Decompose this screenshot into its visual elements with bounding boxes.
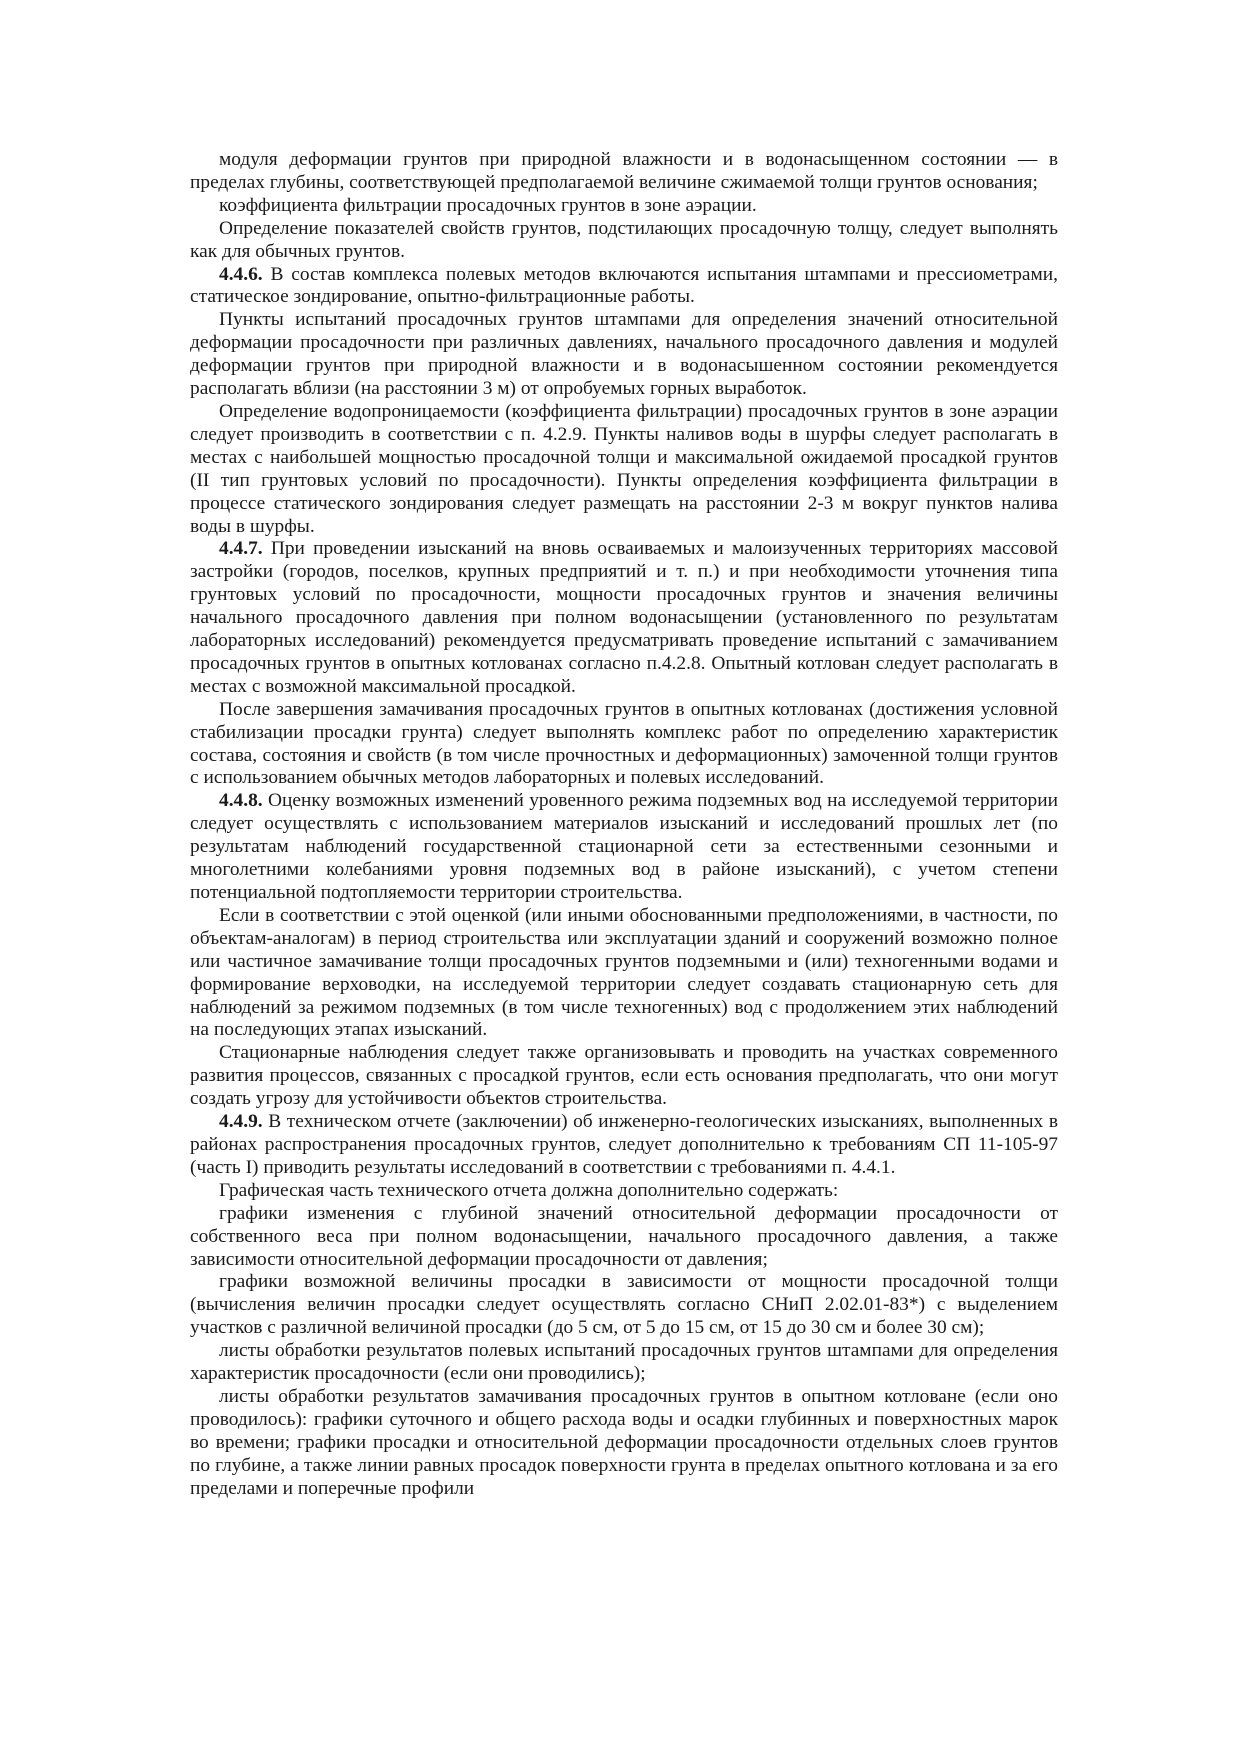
paragraph-10 [190, 905, 1058, 1042]
paragraph-text: листы обработки результатов полевых испытаний просадочных грунтов штампами для определения характеристик просадочности (если они проводились); [190, 1340, 1058, 1385]
paragraph-13 [190, 1180, 1058, 1203]
paragraph-text: листы обработки результатов замачивания просадочных грунтов в опытном котловане (если оно проводилось): графики суточного и общего расхода воды и осадки глубинных и поверхностных марок во времени; графики просадки и относительной деформации просадочности отдельных слоев грунтов по глубине, а также линии равных просадок поверхности грунта в пределах опытного котлована и за его пределами и поперечные профили [190, 1385, 1058, 1499]
paragraph-text: При проведении изысканий на вновь осваиваемых и малоизученных территориях массовой застройки (городов, поселков, крупных предприятий и т. п.) и при необходимости уточнения типа грунтовых условий по просадочности, мощности просадочных грунтов и значения величины начального просадочного давления при полном водонасыщении (установленного по результатам лабораторных исследований) рекомендуется предусматривать проведение испытаний с замачиванием просадочных грунтов в опытных котлованах согласно п.4.2.8. Опытный котлован следует располагать в местах с возможной максимальной просадкой. [190, 538, 1058, 697]
paragraph-1 [190, 149, 1058, 195]
paragraph-text: графики возможной величины просадки в зависимости от мощности просадочной толщи (вычисления величин просадки следует осуществлять согласно СНиП 2.02.01-83*) с выделением участков с различной величиной просадки (до 5 см, от 5 до 15 см, от 15 до 30 см и более 30 см); [190, 1271, 1058, 1339]
paragraph-text: модуля деформации грунтов при природной влажности и в водонасыщенном состоянии — в пределах глубины, соответствующей предполагаемой величине сжимаемой толщи грунтов основания; [190, 149, 1058, 193]
clause-number: 4.4.8. [219, 790, 263, 812]
paragraph-3 [190, 218, 1058, 264]
paragraph-text: Стационарные наблюдения следует также организовывать и проводить на участках современного развития процессов, связанных с просадкой грунтов, если есть основания предполагать, что они могут создать угрозу для устойчивости объектов строительства. [190, 1042, 1058, 1110]
document-page [190, 149, 1058, 1500]
paragraph-text: коэффициента фильтрации просадочных грунтов в зоне аэрации. [219, 194, 757, 216]
paragraph-text: графики изменения с глубиной значений относительной деформации просадочности от собственного веса при полном водонасыщении, начального просадочного давления, а также зависимости относительной деформации просадочности от давления; [190, 1202, 1058, 1270]
clause-number: 4.4.9. [219, 1111, 263, 1133]
paragraph-text: Определение показателей свойств грунтов, подстилающих просадочную толщу, следует выполнять как для обычных грунтов. [190, 217, 1058, 262]
clause-4-4-9 [190, 1111, 1058, 1180]
clause-number: 4.4.6. [219, 263, 263, 285]
paragraph-11 [190, 1042, 1058, 1111]
paragraph-8 [190, 699, 1058, 791]
clause-4-4-7 [190, 538, 1058, 698]
paragraph-text: В техническом отчете (заключении) об инженерно-геологических изысканиях, выполненных в районах распространения просадочных грунтов, следует дополнительно к требованиям СП 11-105-97 (часть I) приводить результаты исследований в соответствии с требованиями п. 4.4.1. [190, 1111, 1058, 1178]
clause-4-4-6 [190, 264, 1058, 310]
paragraph-text: После завершения замачивания просадочных грунтов в опытных котлованах (достижения условной стабилизации просадки грунта) следует выполнять комплекс работ по определению характеристик состава, состояния и свойств (в том числе прочностных и деформационных) замоченной толщи грунтов с использованием обычных методов лабораторных и полевых исследований. [190, 698, 1058, 789]
paragraph-text: Оценку возможных изменений уровенного режима подземных вод на исследуемой территории следует осуществлять с использованием материалов изысканий и исследований прошлых лет (по результатам наблюдений государственной стационарной сети за естественными сезонными и многолетними колебаниями уровня подземных вод в районе изысканий), с учетом степени потенциальной подтопляемости территории строительства. [190, 790, 1058, 903]
paragraph-16 [190, 1340, 1058, 1386]
clause-number: 4.4.7. [219, 538, 263, 560]
paragraph-text: Если в соответствии с этой оценкой (или иными обоснованными предположениями, в частности, по объектам-аналогам) в период строительства или эксплуатации зданий и сооружений возможно полное или частичное замачивание толщи просадочных грунтов подземными и (или) техногенными водами и формирование верховодки, на исследуемой территории следует создавать стационарную сеть для наблюдений за режимом подземных (в том числе техногенных) вод с продолжением этих наблюдений на последующих этапах изысканий. [190, 904, 1058, 1041]
paragraph-5 [190, 309, 1058, 401]
paragraph-text: В состав комплекса полевых методов включаются испытания штампами и прессиометрами, статическое зондирование, опытно-фильтрационные работы. [190, 263, 1058, 308]
paragraph-2 [190, 195, 1058, 218]
paragraph-text: Определение водопроницаемости (коэффициента фильтрации) просадочных грунтов в зоне аэрации следует производить в соответствии с п. 4.2.9. Пункты наливов воды в шурфы следует располагать в местах с наибольшей мощностью просадочной толщи и максимальной ожидаемой просадкой грунтов (II тип грунтовых условий по просадочности). Пункты определения коэффициента фильтрации в процессе статического зондирования следует размещать на расстоянии 2-3 м вокруг пунктов налива воды в шурфы. [190, 400, 1058, 537]
clause-4-4-8 [190, 790, 1058, 905]
paragraph-text: Графическая часть технического отчета должна дополнительно содержать: [219, 1179, 839, 1201]
paragraph-6 [190, 401, 1058, 538]
paragraph-text: Пункты испытаний просадочных грунтов штампами для определения значений относительной деформации просадочности при различных давлениях, начального просадочного давления и модулей деформации грунтов при природной влажности и в водонасышенном состоянии рекомендуется располагать вблизи (на расстоянии 3 м) от опробуемых горных выработок. [190, 309, 1058, 400]
paragraph-15 [190, 1271, 1058, 1340]
paragraph-17 [190, 1386, 1058, 1501]
paragraph-14 [190, 1203, 1058, 1272]
